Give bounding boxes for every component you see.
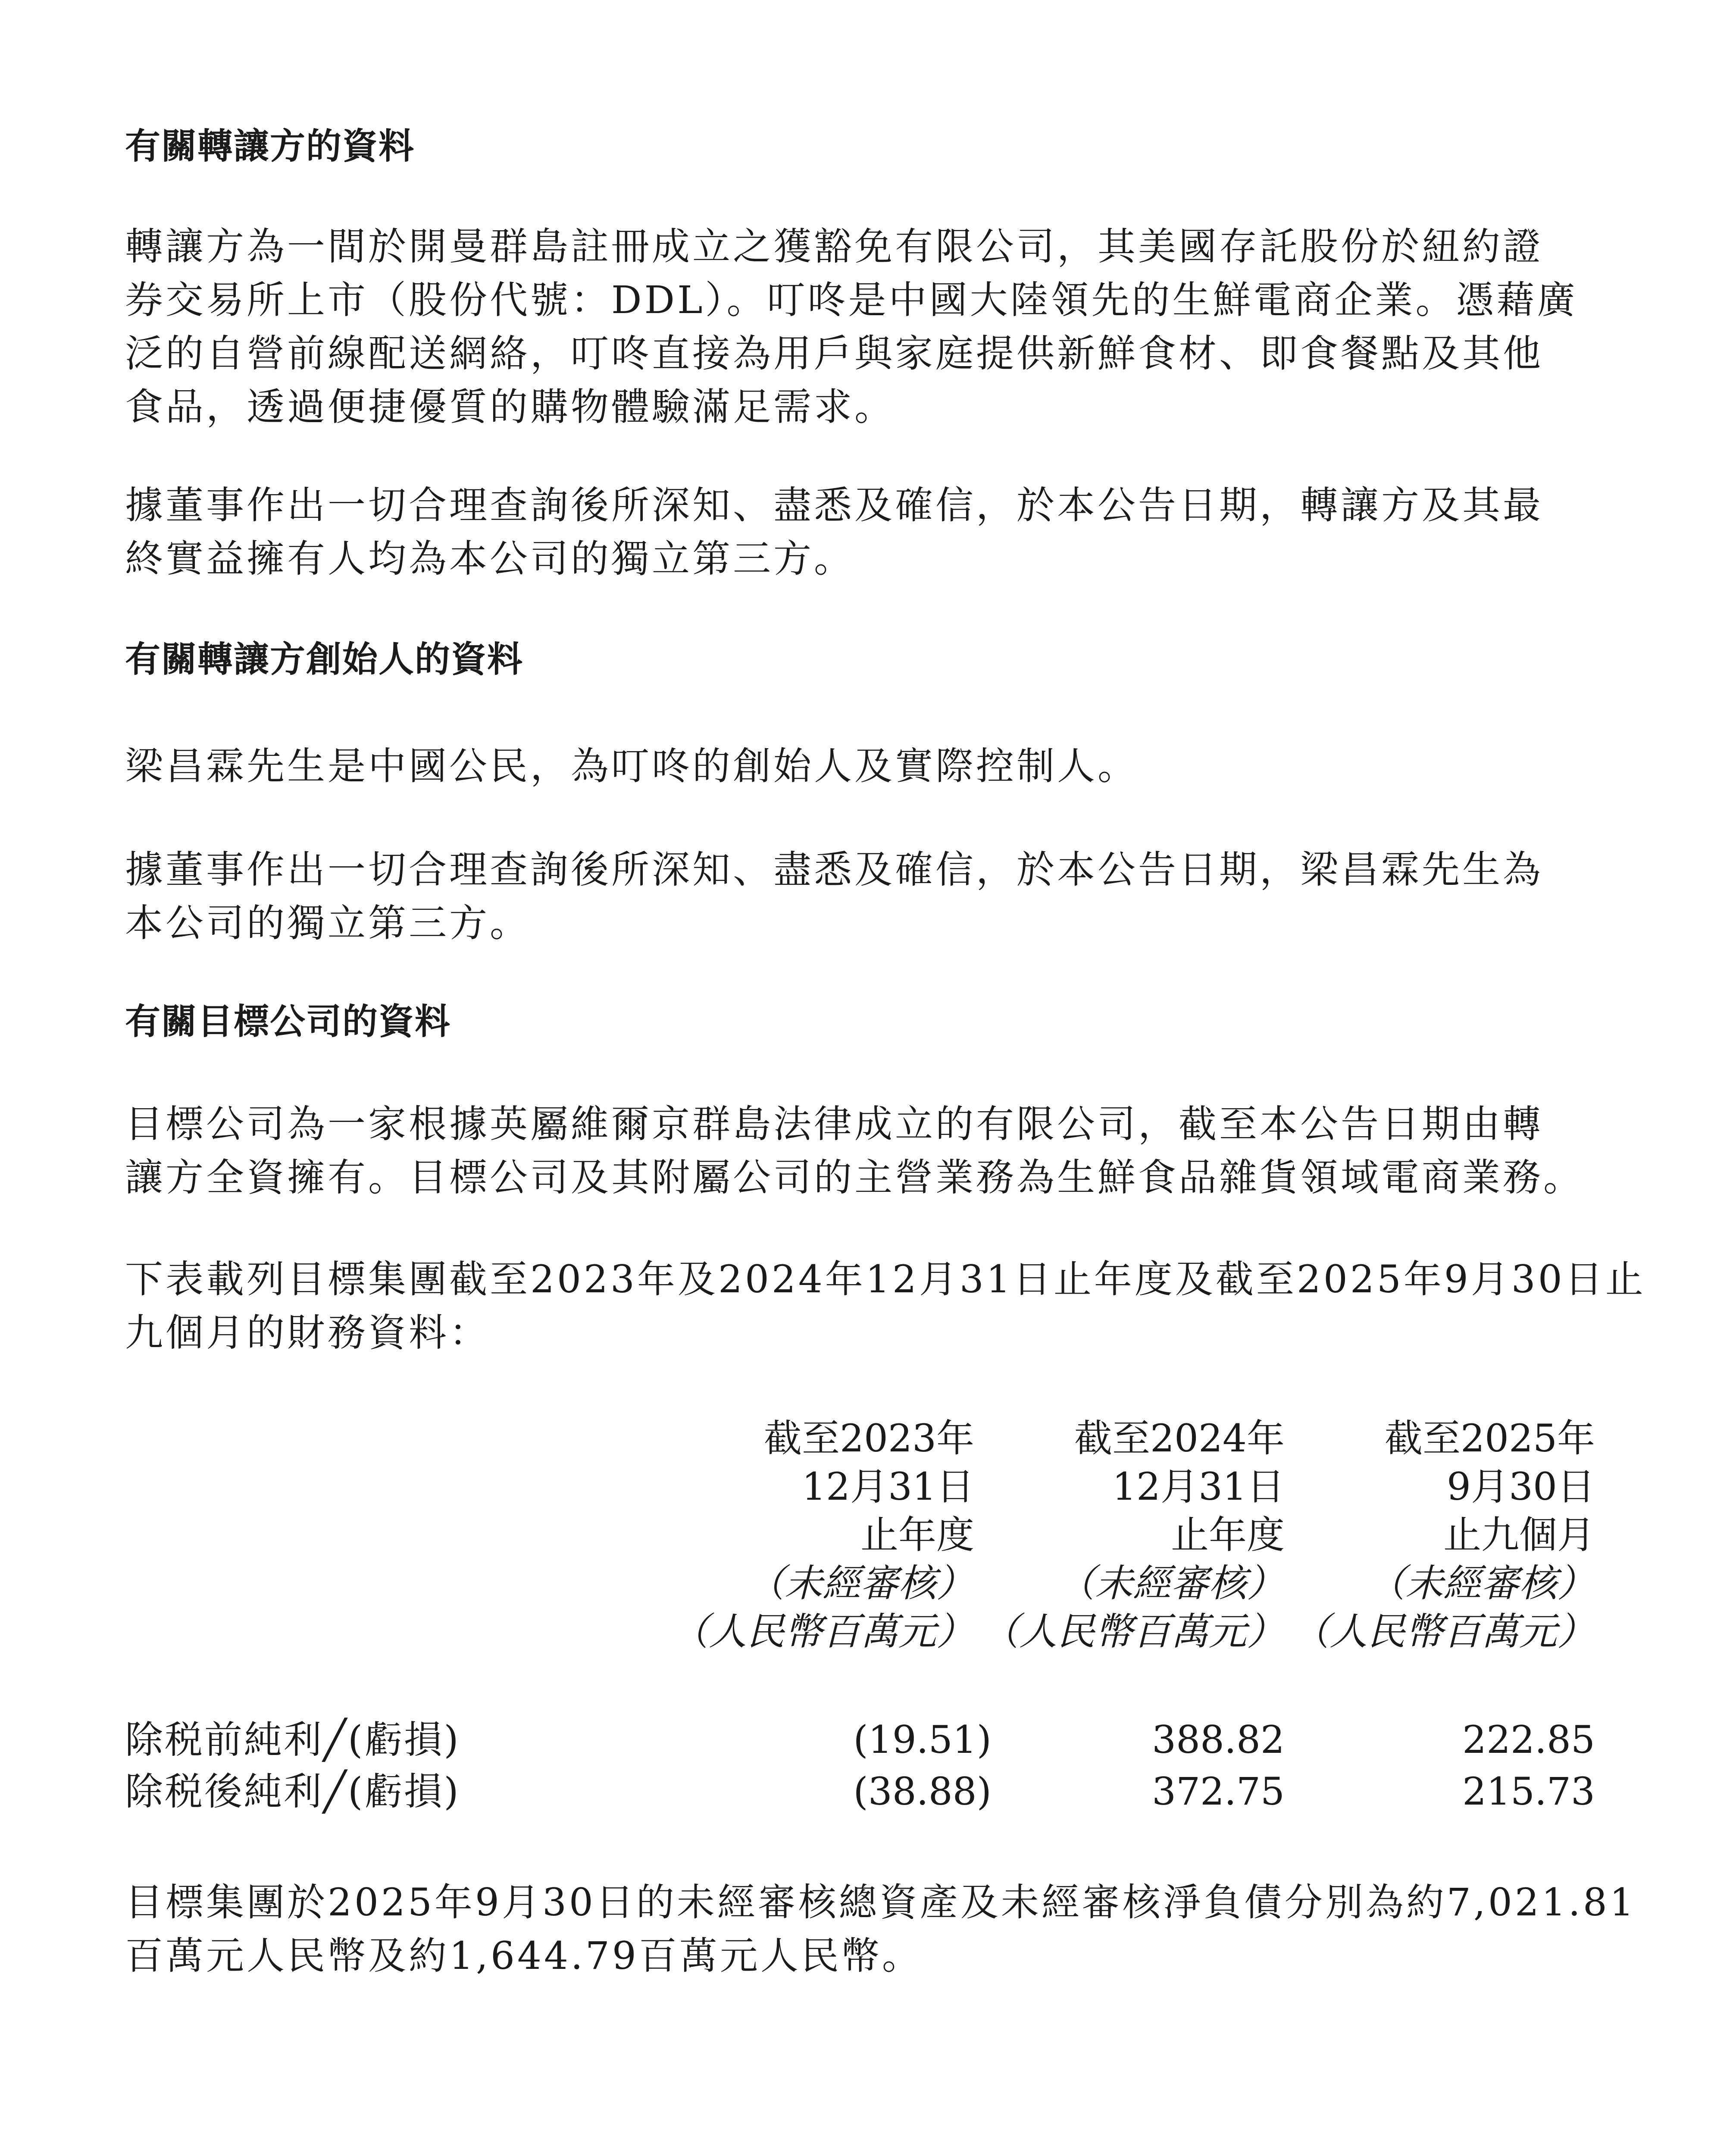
table-cell: 388.82 [1152, 1717, 1285, 1762]
column-header-line: 止九個月 [1443, 1513, 1595, 1557]
transferor-paragraph-1 [125, 220, 1591, 434]
founder-paragraph-1 [125, 740, 1591, 793]
heading-transferor: 有關轉讓方的資料 [125, 126, 415, 167]
text-line: 百萬元人民幣及約1,644.79百萬元人民幣。 [125, 1934, 923, 1978]
row-label-profit-after-tax: 除税後純利╱(虧損) [125, 1769, 460, 1814]
column-header-line: 截至2025年 [1385, 1416, 1595, 1460]
financial-table [125, 1414, 1595, 1846]
text-line: 據董事作出一切合理查詢後所深知、盡悉及確信，於本公告日期，轉讓方及其最 [125, 483, 1544, 527]
table-cell: (19.51) [853, 1717, 992, 1762]
founder-paragraph-2 [125, 843, 1591, 950]
column-header-line: 9月30日 [1447, 1464, 1595, 1509]
column-header-line: （人民幣百萬元） [670, 1609, 974, 1654]
table-cell: 215.73 [1462, 1769, 1595, 1814]
column-header-line: 12月31日 [802, 1464, 974, 1509]
row-label-profit-before-tax: 除税前純利╱(虧損) [125, 1717, 460, 1762]
column-header-line: 止年度 [1170, 1513, 1285, 1557]
text-line: 本公司的獨立第三方。 [125, 901, 531, 945]
column-header-line: （未經審核） [746, 1561, 974, 1605]
target-paragraph-1 [125, 1097, 1591, 1204]
text-line: 讓方全資擁有。目標公司及其附屬公司的主營業務為生鮮食品雜貨領域電商業務。 [125, 1155, 1584, 1200]
column-header-2024 [957, 1414, 1285, 1656]
column-header-line: （未經審核） [1367, 1561, 1595, 1605]
column-header-line: （人民幣百萬元） [1291, 1609, 1595, 1654]
column-header-line: 12月31日 [1112, 1464, 1285, 1509]
column-header-line: 截至2023年 [764, 1416, 974, 1460]
heading-founder: 有關轉讓方創始人的資料 [125, 639, 524, 680]
column-header-line: 止年度 [860, 1513, 974, 1557]
table-cell: 372.75 [1152, 1769, 1285, 1814]
text-line: 據董事作出一切合理查詢後所深知、盡悉及確信，於本公告日期，梁昌霖先生為 [125, 847, 1544, 892]
column-header-2023 [647, 1414, 974, 1656]
text-line: 目標集團於2025年9月30日的未經審核總資產及未經審核淨負債分別為約7,021.81 [125, 1880, 1636, 1924]
text-line: 食品，透過便捷優質的購物體驗滿足需求。 [125, 385, 895, 429]
text-line: 券交易所上市（股份代號：DDL）。叮咚是中國大陸領先的生鮮電商企業。憑藉廣 [125, 278, 1578, 322]
text-line: 九個月的財務資料： [125, 1310, 490, 1355]
column-header-line: （未經審核） [1057, 1561, 1285, 1605]
transferor-paragraph-2 [125, 479, 1591, 586]
text-line: 轉讓方為一間於開曼群島註冊成立之獲豁免有限公司，其美國存託股份於紐約證 [125, 224, 1544, 269]
target-paragraph-2 [125, 1253, 1646, 1360]
heading-target: 有關目標公司的資料 [125, 1001, 451, 1042]
text-line: 目標公司為一家根據英屬維爾京群島法律成立的有限公司，截至本公告日期由轉 [125, 1102, 1544, 1146]
table-cell: (38.88) [853, 1769, 992, 1814]
text-line: 梁昌霖先生是中國公民，為叮咚的創始人及實際控制人。 [125, 744, 1139, 788]
text-line: 泛的自營前線配送網絡，叮咚直接為用戶與家庭提供新鮮食材、即食餐點及其他 [125, 331, 1544, 376]
text-line: 終實益擁有人均為本公司的獨立第三方。 [125, 536, 855, 581]
column-header-line: 截至2024年 [1074, 1416, 1285, 1460]
closing-paragraph [125, 1876, 1636, 1983]
column-header-2025 [1267, 1414, 1595, 1656]
text-line: 下表載列目標集團截至2023年及2024年12月31日止年度及截至2025年9月30日止 [125, 1257, 1646, 1301]
table-cell: 222.85 [1462, 1717, 1595, 1762]
column-header-line: （人民幣百萬元） [981, 1609, 1285, 1654]
